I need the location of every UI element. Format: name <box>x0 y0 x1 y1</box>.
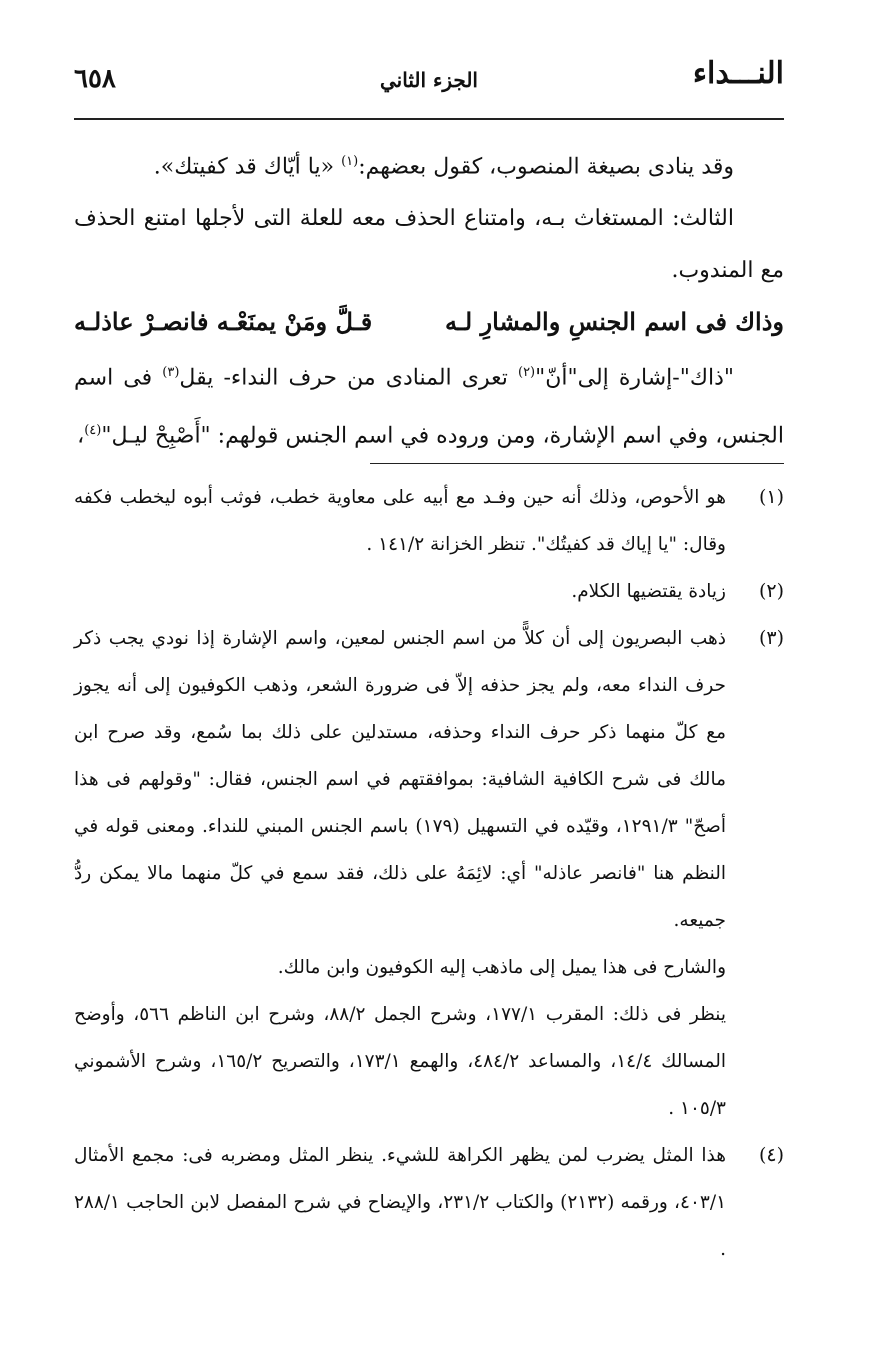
footnote-ref: (٢) <box>517 365 536 381</box>
footnote <box>74 1132 784 1273</box>
footnote-number: (٤) <box>758 1144 784 1166</box>
paragraph-text: ، <box>77 422 85 448</box>
paragraph-text: تعرى المنادى من حرف النداء- يقل <box>179 365 518 391</box>
main-text <box>74 136 784 462</box>
chapter-title: النـــداء <box>692 56 784 91</box>
footnote-continuation: والشارح فى هذا يميل إلى ماذهب إليه الكوفيون وابن مالك. <box>277 957 726 978</box>
footnote-text: ذهب البصريون إلى أن كلاًّ من اسم الجنس لمعين، واسم الإشارة إذا نودي يجب ذكر حرف النداء معه، ولم يجز حذفه إلاّ فى ضرورة الشعر، وذهب الكوفيون إلى أنه يجوز مع كلّ منهما ذكر حرف النداء وحذفه، مستدلين على ذلك بما سُمع، وقد صرح ابن مالك فى شرح الكافية الشافية: بموافقتهم في اسم الجنس، فقال: "وقولهم فى هذا أصحّ" ١٢٩١/٣، وقيّده في التسهيل (١٧٩) باسم الجنس المبني للنداء. ومعنى قوله في النظم هنا "فانصر عاذله" أي: لائِمَهُ على ذلك، فقد سمع في كلّ منهما مالا يمكن ردُّ جميعه. <box>74 628 726 931</box>
part-title: الجزء الثاني <box>380 68 478 92</box>
footnote-ref: (٤) <box>84 422 102 438</box>
footnotes <box>74 474 784 1273</box>
footnote-number: (١) <box>758 486 784 508</box>
footnote-number: (٢) <box>758 580 784 602</box>
footnote-continuation: ينظر فى ذلك: المقرب ١٧٧/١، وشرح الجمل ٨٨/٢، وشرح ابن الناظم ٥٦٦، وأوضح المسالك ١٤/٤، والمساعد ٤٨٤/٢، والهمع ١٧٣/١، والتصريح ١٦٥/٢، وشرح الأشموني ١٠٥/٣ . <box>74 1004 727 1119</box>
paragraph: الثالث: المستغاث بـه، وامتناع الحذف معه للعلة التى لأجلها امتنع الحذف مع المندوب. <box>74 206 784 284</box>
footnote-text: هذا المثل يضرب لمن يظهر الكراهة للشيء. ينظر المثل ومضربه فى: مجمع الأمثال ٤٠٣/١، ورقمه (٢١٣٢) والكتاب ٢٣١/٢، والإيضاح في شرح المفصل لابن الحاجب ٢٨٨/١ . <box>74 1145 727 1260</box>
footnote <box>74 474 784 568</box>
verse-first-hemistich: وذاك فى اسم الجنسِ والمشارِ لـه <box>444 307 784 337</box>
quote-text: «يا أيّاك قد كفيتك». <box>153 154 335 180</box>
paragraph <box>74 136 784 193</box>
verse-second-hemistich: قـلَّ ومَنْ يمنَعْـه فانصـرْ عاذلـه <box>74 307 373 337</box>
footnote-text: زيادة يقتضيها الكلام. <box>571 581 726 602</box>
header-divider <box>74 118 784 120</box>
footnote-divider <box>370 463 784 464</box>
paragraph-text: فى اسم الجنس، وفي اسم الإشارة، ومن وروده في اسم الجنس قولهم: "أَصْبِحْ ليـل" <box>74 365 784 448</box>
footnote <box>74 568 784 615</box>
paragraph-text: وقد ينادى بصيغة المنصوب، كقول بعضهم: <box>358 154 734 180</box>
paragraph-text: "ذاك"-إشارة إلى"أنّ" <box>535 365 735 391</box>
footnote-number: (٣) <box>758 627 784 649</box>
page-header <box>74 54 784 104</box>
paragraph <box>74 347 784 462</box>
footnote-ref: (١) <box>341 154 359 169</box>
footnote-ref: (٣) <box>162 365 180 381</box>
footnote-text: هو الأحوص، وذلك أنه حين وفـد مع أبيه على معاوية خطب، فوثب أبوه ليخطب فكفه وقال: "يا إياك قد كفيتُك". تنظر الخزانة ١٤١/٢ . <box>74 487 726 555</box>
verse-line <box>74 297 784 347</box>
footnote <box>74 615 784 944</box>
page-number: ٦٥٨ <box>74 64 116 94</box>
